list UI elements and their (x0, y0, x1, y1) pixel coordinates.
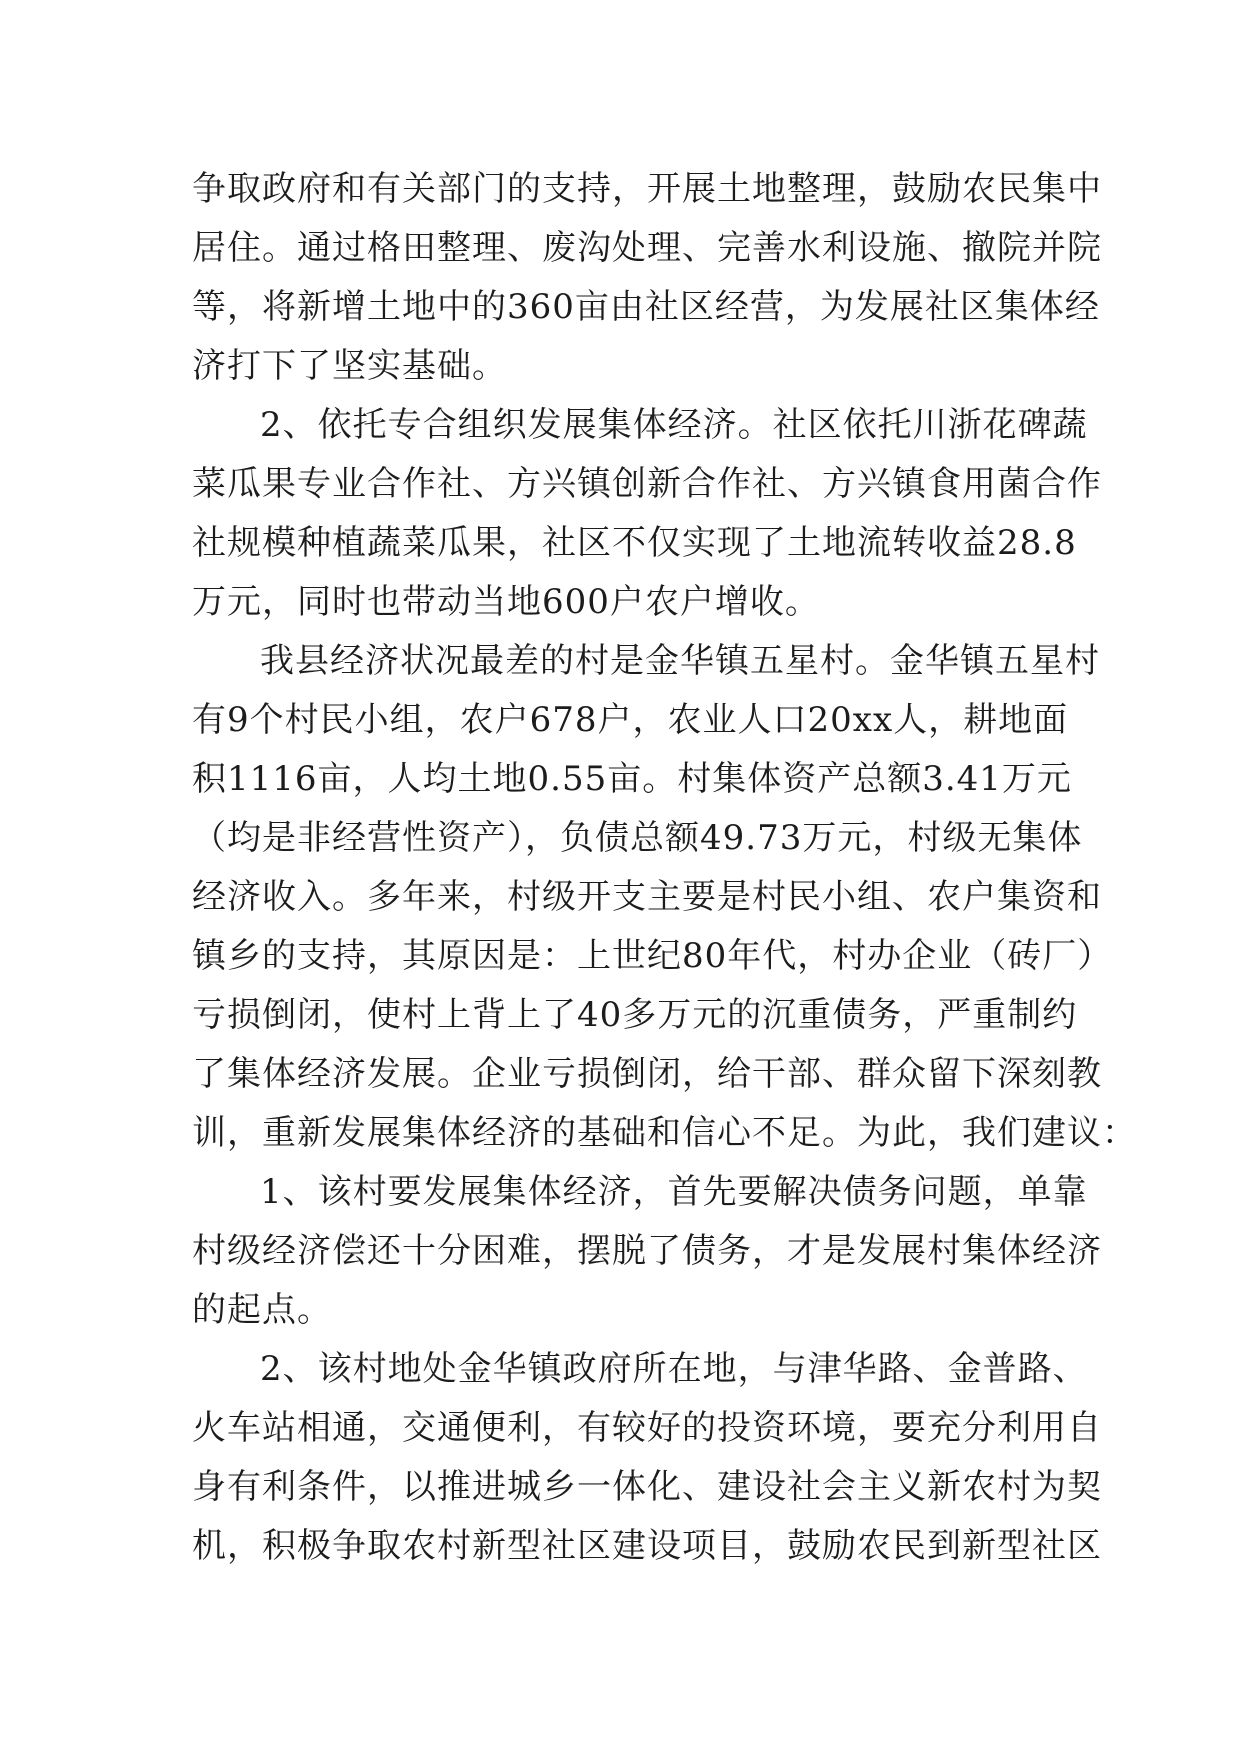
text-line: 菜瓜果专业合作社、方兴镇创新合作社、方兴镇食用菌合作 (192, 464, 1102, 504)
text-line: 训，重新发展集体经济的基础和信心不足。为此，我们建议： (192, 1113, 1137, 1153)
text-line: 等，将新增土地中的360亩由社区经营，为发展社区集体经 (192, 287, 1100, 327)
text-line: 经济收入。多年来，村级开支主要是村民小组、农户集资和 (192, 877, 1102, 917)
text-line: 2、依托专合组织发展集体经济。社区依托川浙花碑蔬 (260, 405, 1088, 445)
text-line: 济打下了坚实基础。 (192, 346, 507, 386)
text-line: 万元，同时也带动当地600户农户增收。 (192, 582, 820, 622)
text-line: （均是非经营性资产），负债总额49.73万元，村级无集体 (192, 818, 1083, 858)
text-line: 争取政府和有关部门的支持，开展土地整理，鼓励农民集中 (192, 169, 1102, 209)
text-line: 镇乡的支持，其原因是：上世纪80年代，村办企业（砖厂） (192, 936, 1113, 976)
text-line: 火车站相通，交通便利，有较好的投资环境，要充分利用自 (192, 1408, 1102, 1448)
text-line: 的起点。 (192, 1290, 332, 1330)
text-line: 村级经济偿还十分困难，摆脱了债务，才是发展村集体经济 (192, 1231, 1102, 1271)
text-line: 1、该村要发展集体经济，首先要解决债务问题，单靠 (260, 1172, 1088, 1212)
text-line: 积1116亩，人均土地0.55亩。村集体资产总额3.41万元 (192, 759, 1072, 799)
text-line: 了集体经济发展。企业亏损倒闭，给干部、群众留下深刻教 (192, 1054, 1102, 1094)
paragraph-1 (192, 160, 1102, 396)
text-line: 我县经济状况最差的村是金华镇五星村。金华镇五星村 (260, 641, 1100, 681)
text-line: 机，积极争取农村新型社区建设项目，鼓励农民到新型社区 (192, 1526, 1102, 1566)
paragraph-4 (192, 1163, 1102, 1340)
text-line: 身有利条件，以推进城乡一体化、建设社会主义新农村为契 (192, 1467, 1102, 1507)
text-line: 2、该村地处金华镇政府所在地，与津华路、金普路、 (260, 1349, 1088, 1389)
document-body (192, 160, 1137, 1576)
paragraph-2 (192, 396, 1102, 632)
text-line: 居住。通过格田整理、废沟处理、完善水利设施、撤院并院 (192, 228, 1102, 268)
text-line: 社规模种植蔬菜瓜果，社区不仅实现了土地流转收益28.8 (192, 523, 1077, 563)
paragraph-3 (192, 632, 1137, 1163)
paragraph-5 (192, 1340, 1102, 1576)
text-line: 亏损倒闭，使村上背上了40多万元的沉重债务，严重制约 (192, 995, 1078, 1035)
text-line: 有9个村民小组，农户678户，农业人口20xx人，耕地面 (192, 700, 1069, 740)
